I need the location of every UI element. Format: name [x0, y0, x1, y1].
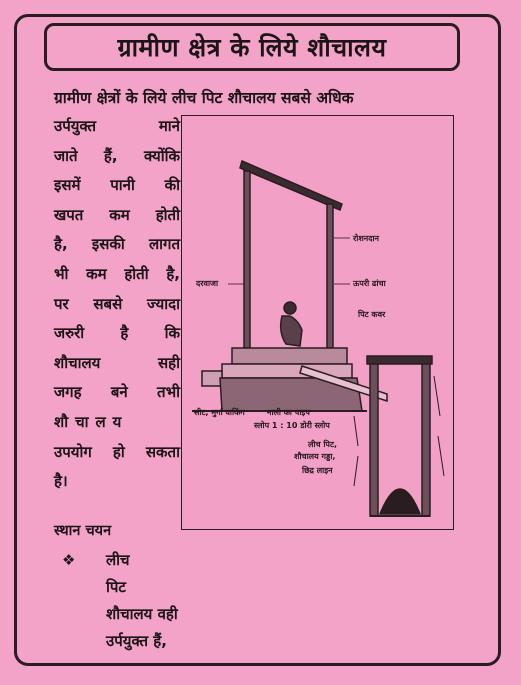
label-door: दरवाजा [196, 279, 219, 288]
label-pit-cover: पिट कवर [358, 310, 386, 319]
body-text-column [54, 112, 180, 497]
body-line: जगह बने तभी [54, 383, 180, 402]
label-lining: छिद्र लाइन [302, 466, 333, 475]
bullet-line: लीच [106, 551, 130, 569]
label-superstructure: ऊपरी ढांचा [353, 279, 386, 288]
body-line: उपयोग हो सकता [54, 442, 180, 461]
leach-pit-toilet-figure [181, 115, 454, 530]
body-line: जाते हैं, क्योंकि [54, 146, 180, 165]
body-line: शौचालय सही [54, 353, 180, 372]
bullet-line: उर्पयुक्त हैं, [106, 632, 167, 650]
label-leach-pit: लीच पिट, [308, 440, 338, 449]
label-ventilator: रोशनदान [353, 234, 379, 243]
label-pipe: नाली का पाइप [267, 408, 310, 417]
bullet-line: शौचालय वही [106, 605, 178, 623]
section-heading: स्थान चयन [54, 523, 112, 539]
label-slope: स्लोप 1 : 10 डोरी स्लोप [254, 421, 330, 430]
body-line: इसमें पानी की [54, 176, 180, 195]
body-line: पर सबसे ज्यादा [54, 294, 180, 313]
intro-line: ग्रामीण क्षेत्रों के लिये लीच पिट शौचालय सबसे अधिक [54, 89, 354, 107]
label-seat: सीट, मुर्गा वाकिंग [194, 408, 245, 417]
body-line: खपत कम होती [54, 205, 180, 224]
body-line: है, इसकी लागत [54, 235, 180, 254]
body-line: है। [54, 472, 68, 491]
bullet-line: पिट [106, 578, 126, 596]
body-line: जरुरी है कि [54, 324, 180, 343]
body-line: शौचालय [54, 412, 129, 431]
body-line: उर्पयुक्त माने [54, 117, 180, 135]
bullet-diamond-icon: ❖ [62, 551, 76, 569]
body-line: भी कम होती है, [54, 264, 180, 283]
label-toilet-pit: शौचालय गड्डा, [294, 452, 336, 461]
page-title: ग्रामीण क्षेत्र के लिये शौचालय [44, 23, 460, 71]
